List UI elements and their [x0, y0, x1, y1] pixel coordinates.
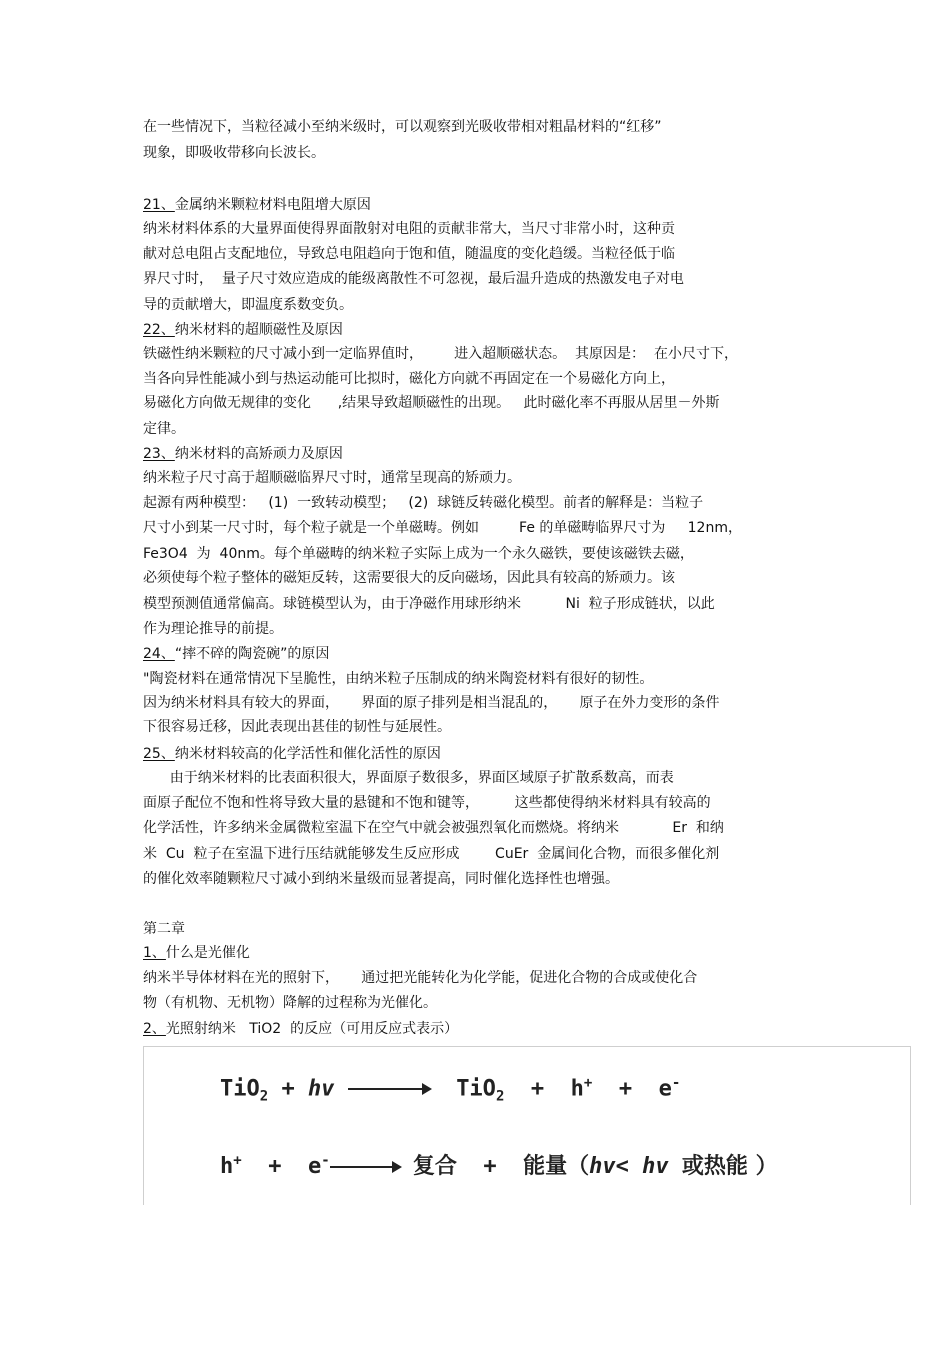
text-line: 面原子配位不饱和性将导致大量的悬键和不饱和键等， 这些都使得纳米材料具有较高的: [143, 795, 711, 811]
reaction-arrow: [348, 1088, 430, 1090]
item-number: 2、: [143, 1021, 166, 1037]
chapter-item-2: [143, 1020, 458, 1038]
heading-25: [143, 745, 441, 763]
text-line: 下很容易迁移，因此表现出甚佳的韧性与延展性。: [143, 719, 451, 735]
text-line: 当各向异性能减小到与热运动能可比拟时，磁化方向就不再固定在一个易磁化方向上，: [143, 371, 675, 387]
text-line: 尺寸小到某一尺寸时，每个粒子就是一个单磁畴。例如 Fe 的单磁畴临界尺寸为 12nm，: [143, 520, 742, 536]
heading-number: 22、: [143, 322, 175, 338]
heading-number: 21、: [143, 197, 175, 213]
text-line: 导的贡献增大，即温度系数变负。: [143, 297, 353, 313]
text-line: 因为纳米材料具有较大的界面， 界面的原子排列是相当混乱的， 原子在外力变形的条件: [143, 695, 720, 711]
heading-text: 纳米材料的超顺磁性及原因: [174, 322, 343, 338]
text-line: 纳米粒子尺寸高于超顺磁临界尺寸时，通常呈现高的矫顽力。: [143, 470, 521, 486]
text-line: 纳米材料体系的大量界面使得界面散射对电阻的贡献非常大，当尺寸非常小时，这种贡: [143, 221, 675, 237]
heading-21: [143, 196, 371, 214]
text-line: Fe3O4 为 40nm。每个单磁畴的纳米粒子实际上成为一个永久磁铁，要使该磁铁去磁，: [143, 546, 694, 562]
item-number: 1、: [143, 945, 166, 961]
heading-number: 24、: [143, 646, 175, 662]
reaction-figure: [143, 1046, 911, 1205]
text-line: 的催化效率随颗粒尺寸减小到纳米量级而显著提高，同时催化选择性也增强。: [143, 871, 619, 887]
text-line: 纳米半导体材料在光的照射下， 通过把光能转化为化学能，促进化合物的合成或使化合: [143, 970, 698, 986]
heading-text: 金属纳米颗粒材料电阻增大原因: [174, 197, 371, 213]
chapter-title: 第二章: [143, 921, 185, 937]
text-line: 界尺寸时， 量子尺寸效应造成的能级离散性不可忽视，最后温升造成的热激发电子对电: [143, 271, 684, 287]
text-line: 模型预测值通常偏高。球链模型认为，由于净磁作用球形纳米 Ni 粒子形成链状，以此: [143, 596, 715, 612]
text-line: 定律。: [143, 421, 185, 437]
text-line: 现象，即吸收带移向长波长。: [143, 145, 325, 161]
text-line: 由于纳米材料的比表面积很大，界面原子数很多，界面区域原子扩散系数高，而表: [143, 770, 674, 786]
heading-number: 25、: [143, 746, 175, 762]
text-line: "陶瓷材料在通常情况下呈脆性，由纳米粒子压制成的纳米陶瓷材料有很好的韧性。: [143, 671, 654, 687]
heading-text: 纳米材料的高矫顽力及原因: [174, 446, 343, 462]
chapter-item-1: [143, 944, 250, 962]
heading-text: “摔不碎的陶瓷碗”的原因: [174, 646, 330, 662]
heading-number: 23、: [143, 446, 175, 462]
heading-22: [143, 321, 343, 339]
text-line: 易磁化方向做无规律的变化 ,结果导致超顺磁性的出现。 此时磁化率不再服从居里－外斯: [143, 395, 720, 411]
text-line: 化学活性，许多纳米金属微粒室温下在空气中就会被强烈氧化而燃烧。将纳米 Er 和纳: [143, 820, 724, 836]
text-line: 米 Cu 粒子在室温下进行压结就能够发生反应形成 CuEr 金属间化合物，而很多催化剂: [143, 846, 720, 862]
text-line: 作为理论推导的前提。: [143, 621, 283, 637]
equation-1: TiO$_2$ + hv TiO$_2$ + h+ + e-: [220, 1075, 681, 1105]
item-text: 什么是光催化: [165, 945, 250, 961]
text-line: 铁磁性纳米颗粒的尺寸减小到一定临界值时， 进入超顺磁状态。 其原因是： 在小尺寸下，: [143, 346, 738, 362]
text-line: 在一些情况下，当粒径减小至纳米级时，可以观察到光吸收带相对粗晶材料的“红移”: [143, 119, 662, 135]
heading-24: [143, 645, 329, 663]
text-line: 物（有机物、无机物）降解的过程称为光催化。: [143, 995, 437, 1011]
reaction-arrow: [330, 1166, 400, 1168]
heading-text: 纳米材料较高的化学活性和催化活性的原因: [174, 746, 441, 762]
text-line: 献对总电阻占支配地位，导致总电阻趋向于饱和值，随温度的变化趋缓。当粒径低于临: [143, 246, 675, 262]
equation-2: h+ + e- 复合 + 能量（hv< hv 或热能 ）: [220, 1152, 778, 1179]
heading-23: [143, 445, 343, 463]
text-line: 必须使每个粒子整体的磁矩反转，这需要很大的反向磁场，因此具有较高的矫顽力。该: [143, 570, 675, 586]
text-line: 起源有两种模型： (1) 一致转动模型； (2) 球链反转磁化模型。前者的解释是：当粒子: [143, 495, 704, 511]
item-text: 光照射纳米 TiO2 的反应（可用反应式表示）: [165, 1021, 459, 1037]
